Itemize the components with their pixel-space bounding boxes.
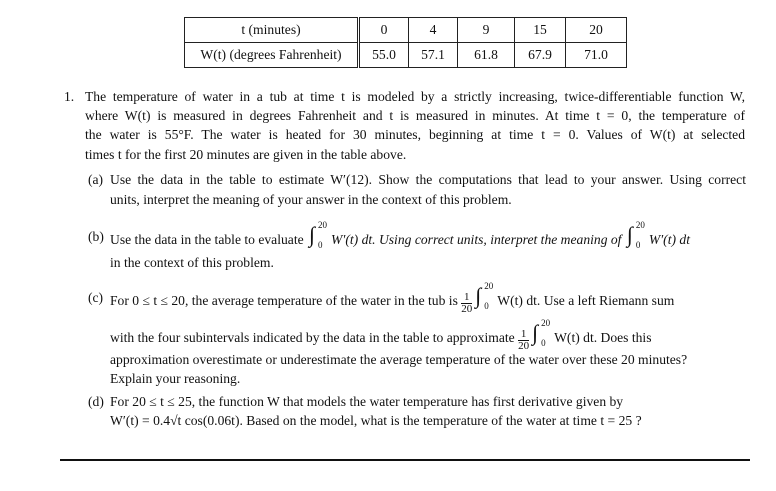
table-row (185, 18, 627, 43)
table-cell: 9 (458, 18, 515, 43)
table-cell: 71.0 (566, 43, 627, 68)
header-cell: W(t) (degrees Fahrenheit) (185, 43, 359, 68)
text: W′(t) dt. Using correct units, interpret the meaning of (331, 232, 622, 247)
text: Use the data in the table to evaluate (110, 232, 304, 247)
table-cell: 4 (409, 18, 458, 43)
data-table (184, 17, 627, 68)
table-row (185, 43, 627, 68)
table-cell: 0 (359, 18, 409, 43)
part-d-label: (d) (88, 394, 104, 409)
table-cell: 67.9 (515, 43, 566, 68)
part-c-line (110, 318, 652, 352)
text: W′(t) dt (648, 232, 690, 247)
table-cell: 57.1 (409, 43, 458, 68)
integral: ∫ 20 0 (475, 281, 494, 311)
part-b-label: (b) (88, 229, 104, 244)
table-cell: 20 (566, 18, 627, 43)
part-a-label: (a) (88, 172, 104, 187)
integral: ∫ 20 0 (626, 220, 645, 250)
text: W(t) dt. Does this (554, 330, 652, 345)
integral: ∫ 20 0 (309, 220, 328, 250)
part-c-text: Explain your reasoning. (110, 371, 241, 386)
fraction: $\frac{1}{20}$ (461, 291, 473, 315)
table-cell: 61.8 (458, 43, 515, 68)
table-cell: 55.0 (359, 43, 409, 68)
header-cell: t (minutes) (185, 18, 359, 43)
text: For 0 ≤ t ≤ 20, the average temperature of the water in the tub is (110, 293, 458, 308)
text: with the four subintervals indicated by the data in the table to approximate (110, 330, 515, 345)
part-a-text: units, interpret the meaning of your answer in the context of this problem. (110, 192, 512, 207)
table-cell: 15 (515, 18, 566, 43)
problem-number: 1. (64, 89, 75, 104)
part-b-line (110, 220, 690, 250)
part-c-line (110, 281, 675, 315)
part-d-text: For 20 ≤ t ≤ 25, the function W that models the water temperature has first derivative given by (110, 394, 624, 409)
problem-text: the water is 55°F. The water is heated for 30 minutes, beginning at time t = 0. Values of W(t) at selected (85, 127, 745, 142)
problem-text: times t for the first 20 minutes are given in the table above. (85, 147, 407, 162)
part-c-label: (c) (88, 290, 104, 305)
part-b-text: in the context of this problem. (110, 255, 274, 270)
integral: ∫ 20 0 (532, 318, 551, 348)
problem-text: The temperature of water in a tub at time t is modeled by a strictly increasing, twice-differentiable function W, (85, 89, 745, 104)
text: W(t) dt. Use a left Riemann sum (497, 293, 675, 308)
part-a-text: Use the data in the table to estimate W′(12). Show the computations that lead to your answer. Using correct (110, 172, 746, 187)
part-d-text: W′(t) = 0.4√t cos(0.06t). Based on the model, what is the temperature of the water at time t = 25 ? (110, 413, 642, 428)
problem-text: where W(t) is measured in degrees Fahrenheit and t is measured in minutes. At time t = 0, the temperature of (85, 108, 745, 123)
fraction: $\frac{1}{20}$ (518, 328, 530, 352)
part-c-text: approximation overestimate or underestimate the average temperature of the water over these 20 minutes? (110, 352, 688, 367)
bottom-rule (60, 459, 750, 461)
